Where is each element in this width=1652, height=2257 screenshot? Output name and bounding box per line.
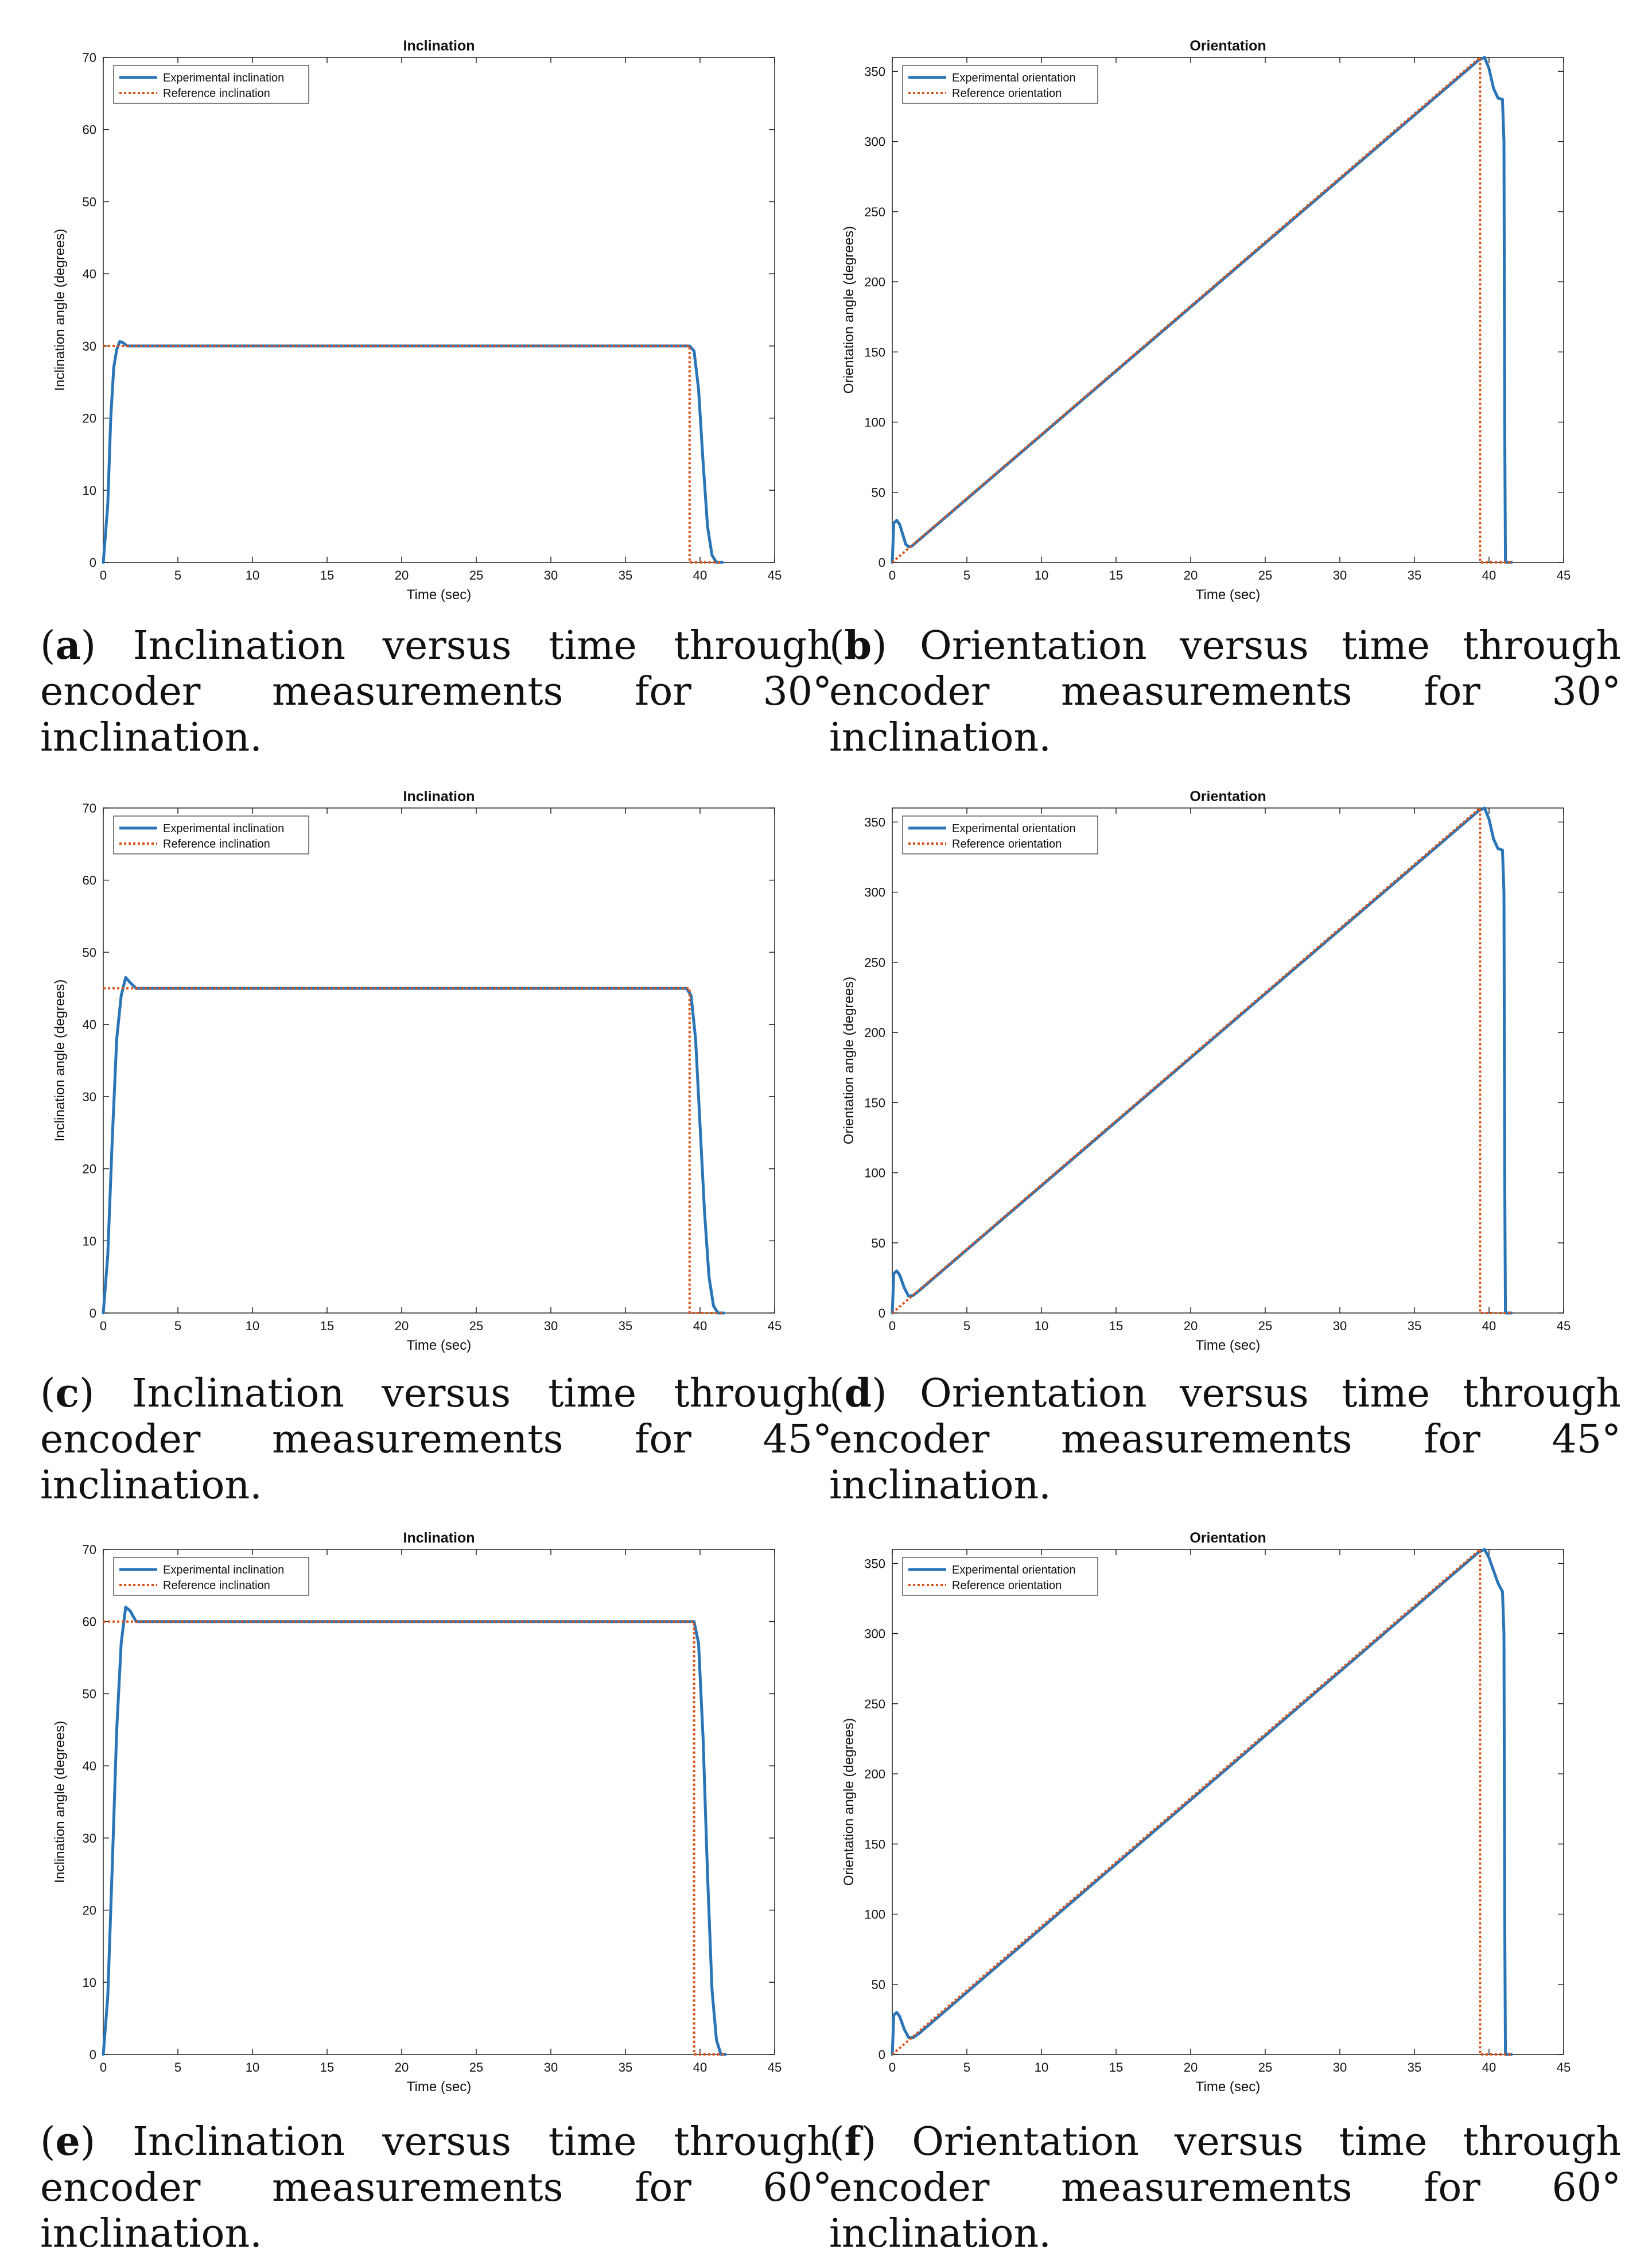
- x-tick-label: 10: [1034, 2060, 1049, 2075]
- chart-title: Inclination: [403, 38, 475, 54]
- chart-title: Orientation: [1190, 38, 1266, 54]
- x-tick-label: 35: [618, 2060, 633, 2075]
- y-tick-label: 200: [864, 1025, 885, 1040]
- x-tick-label: 5: [963, 568, 971, 582]
- y-tick-label: 0: [878, 2048, 885, 2062]
- caption-text: Orientation versus time through encoder measurements for 30° inclination.: [829, 623, 1621, 760]
- chart-svg-a: [40, 34, 780, 614]
- panel-b: [829, 34, 1621, 614]
- x-tick-label: 30: [543, 2060, 558, 2075]
- x-tick-label: 5: [174, 1319, 182, 1333]
- x-tick-label: 25: [469, 2060, 484, 2075]
- x-tick-label: 45: [767, 568, 782, 582]
- x-tick-label: 25: [1258, 1319, 1273, 1333]
- chart-title: Inclination: [403, 788, 475, 805]
- y-tick-label: 0: [89, 2048, 96, 2062]
- y-tick-label: 50: [82, 195, 96, 209]
- y-tick-label: 150: [864, 345, 885, 360]
- chart-svg-e: [40, 1526, 780, 2106]
- legend-label: Reference orientation: [952, 838, 1062, 850]
- y-tick-label: 100: [864, 1166, 885, 1180]
- caption-text: Orientation versus time through encoder measurements for 60° inclination.: [829, 2119, 1621, 2256]
- x-tick-label: 20: [1183, 1319, 1198, 1333]
- y-tick-label: 50: [82, 1687, 96, 1702]
- x-tick-label: 25: [469, 1319, 484, 1333]
- legend-label: Experimental inclination: [163, 72, 285, 84]
- x-tick-label: 0: [99, 1319, 107, 1333]
- x-tick-label: 35: [1407, 568, 1422, 582]
- legend-label: Reference orientation: [952, 1579, 1062, 1592]
- x-tick-label: 20: [394, 568, 409, 582]
- y-axis-label: Inclination angle (degrees): [52, 228, 68, 391]
- chart-title: Orientation: [1190, 1530, 1266, 1546]
- x-tick-label: 10: [1034, 568, 1049, 582]
- y-tick-label: 150: [864, 1096, 885, 1110]
- y-tick-label: 30: [82, 1089, 96, 1104]
- plot-area: [892, 1549, 1564, 2054]
- panel-c: [40, 785, 832, 1365]
- y-tick-label: 30: [82, 339, 96, 353]
- caption-letter: a: [55, 623, 81, 669]
- x-axis-label: Time (sec): [406, 587, 472, 603]
- x-tick-label: 10: [245, 568, 260, 582]
- caption-a: (a) Inclination versus time through encoder measurements for 30° inclination.: [40, 623, 832, 760]
- legend-label: Reference inclination: [163, 87, 270, 100]
- y-tick-label: 100: [864, 415, 885, 430]
- x-tick-label: 35: [618, 1319, 633, 1333]
- chart-title: Orientation: [1190, 788, 1266, 805]
- y-tick-label: 300: [864, 1626, 885, 1641]
- y-tick-label: 20: [82, 411, 96, 426]
- y-tick-label: 0: [878, 555, 885, 570]
- caption-letter: f: [844, 2119, 861, 2165]
- x-tick-label: 15: [1109, 1319, 1124, 1333]
- y-tick-label: 50: [82, 945, 96, 960]
- x-tick-label: 0: [99, 568, 107, 582]
- y-axis-label: Orientation angle (degrees): [841, 226, 857, 394]
- y-tick-label: 70: [82, 50, 96, 65]
- x-tick-label: 20: [394, 1319, 409, 1333]
- caption-letter: b: [844, 623, 872, 669]
- x-tick-label: 15: [320, 568, 335, 582]
- x-tick-label: 40: [693, 1319, 708, 1333]
- x-tick-label: 25: [1258, 2060, 1273, 2075]
- x-tick-label: 20: [1183, 2060, 1198, 2075]
- plot-area: [103, 808, 775, 1313]
- x-tick-label: 40: [693, 568, 708, 582]
- legend-label: Experimental inclination: [163, 822, 285, 835]
- y-tick-label: 350: [864, 64, 885, 79]
- x-tick-label: 45: [767, 2060, 782, 2075]
- y-tick-label: 250: [864, 204, 885, 219]
- y-tick-label: 300: [864, 885, 885, 900]
- caption-text: Orientation versus time through encoder measurements for 45° inclination.: [829, 1371, 1621, 1508]
- y-axis-label: Inclination angle (degrees): [52, 1720, 68, 1883]
- y-axis-label: Orientation angle (degrees): [841, 976, 857, 1145]
- x-tick-label: 25: [1258, 568, 1273, 582]
- x-tick-label: 15: [320, 1319, 335, 1333]
- y-tick-label: 60: [82, 873, 96, 888]
- y-tick-label: 0: [89, 555, 96, 570]
- y-axis-label: Orientation angle (degrees): [841, 1718, 857, 1886]
- y-tick-label: 200: [864, 275, 885, 290]
- chart-svg-b: [829, 34, 1569, 614]
- x-tick-label: 5: [174, 568, 182, 582]
- x-tick-label: 35: [1407, 1319, 1422, 1333]
- y-tick-label: 350: [864, 1556, 885, 1571]
- y-tick-label: 50: [871, 1236, 885, 1250]
- y-tick-label: 350: [864, 815, 885, 830]
- legend-label: Reference inclination: [163, 1579, 270, 1592]
- x-tick-label: 10: [245, 1319, 260, 1333]
- caption-b: (b) Orientation versus time through encoder measurements for 30° inclination.: [829, 623, 1621, 760]
- x-tick-label: 20: [1183, 568, 1198, 582]
- caption-text: Inclination versus time through encoder measurements for 30° inclination.: [40, 623, 832, 760]
- caption-text: Inclination versus time through encoder measurements for 60° inclination.: [40, 2119, 832, 2256]
- y-tick-label: 70: [82, 801, 96, 815]
- y-tick-label: 40: [82, 1017, 96, 1032]
- y-tick-label: 0: [878, 1306, 885, 1320]
- y-tick-label: 20: [82, 1903, 96, 1918]
- legend-label: Reference inclination: [163, 838, 270, 850]
- chart-svg-f: [829, 1526, 1569, 2106]
- y-tick-label: 100: [864, 1907, 885, 1922]
- panel-a: [40, 34, 832, 614]
- plot-area: [103, 57, 775, 562]
- y-tick-label: 30: [82, 1831, 96, 1846]
- x-tick-label: 20: [394, 2060, 409, 2075]
- x-tick-label: 0: [99, 2060, 107, 2075]
- y-tick-label: 0: [89, 1306, 96, 1320]
- y-tick-label: 20: [82, 1161, 96, 1176]
- x-tick-label: 5: [963, 2060, 971, 2075]
- x-tick-label: 45: [1556, 568, 1571, 582]
- plot-area: [892, 808, 1564, 1313]
- caption-e: (e) Inclination versus time through encoder measurements for 60° inclination.: [40, 2119, 832, 2256]
- x-axis-label: Time (sec): [1195, 1338, 1261, 1353]
- x-tick-label: 10: [1034, 1319, 1049, 1333]
- caption-d: (d) Orientation versus time through encoder measurements for 45° inclination.: [829, 1370, 1621, 1508]
- x-tick-label: 5: [963, 1319, 971, 1333]
- legend-label: Reference orientation: [952, 87, 1062, 100]
- caption-letter: e: [55, 2119, 80, 2165]
- panel-d: [829, 785, 1621, 1365]
- x-tick-label: 40: [693, 2060, 708, 2075]
- x-axis-label: Time (sec): [406, 1338, 472, 1353]
- x-tick-label: 45: [767, 1319, 782, 1333]
- x-tick-label: 45: [1556, 2060, 1571, 2075]
- panel-e: [40, 1526, 832, 2106]
- y-tick-label: 40: [82, 267, 96, 282]
- x-tick-label: 45: [1556, 1319, 1571, 1333]
- x-tick-label: 0: [888, 568, 896, 582]
- y-tick-label: 150: [864, 1837, 885, 1852]
- legend-label: Experimental orientation: [952, 822, 1076, 835]
- y-tick-label: 70: [82, 1543, 96, 1557]
- x-axis-label: Time (sec): [1195, 587, 1261, 603]
- y-tick-label: 50: [871, 1977, 885, 1992]
- y-tick-label: 10: [82, 1975, 96, 1990]
- x-tick-label: 30: [1332, 568, 1347, 582]
- x-tick-label: 40: [1482, 2060, 1496, 2075]
- x-tick-label: 25: [469, 568, 484, 582]
- x-tick-label: 35: [618, 568, 633, 582]
- x-tick-label: 35: [1407, 2060, 1422, 2075]
- x-axis-label: Time (sec): [406, 2079, 472, 2095]
- x-tick-label: 0: [888, 1319, 896, 1333]
- x-tick-label: 30: [1332, 2060, 1347, 2075]
- x-tick-label: 15: [1109, 2060, 1124, 2075]
- x-tick-label: 40: [1482, 568, 1496, 582]
- y-tick-label: 250: [864, 1696, 885, 1711]
- x-tick-label: 0: [888, 2060, 896, 2075]
- plot-area: [103, 1549, 775, 2054]
- x-tick-label: 40: [1482, 1319, 1496, 1333]
- x-axis-label: Time (sec): [1195, 2079, 1261, 2095]
- chart-svg-c: [40, 785, 780, 1365]
- caption-c: (c) Inclination versus time through encoder measurements for 45° inclination.: [40, 1370, 832, 1508]
- legend-label: Experimental orientation: [952, 1564, 1076, 1576]
- y-tick-label: 200: [864, 1767, 885, 1782]
- x-tick-label: 30: [543, 568, 558, 582]
- x-tick-label: 30: [1332, 1319, 1347, 1333]
- y-tick-label: 250: [864, 955, 885, 970]
- panel-f: [829, 1526, 1621, 2106]
- x-tick-label: 15: [1109, 568, 1124, 582]
- y-tick-label: 60: [82, 122, 96, 137]
- y-tick-label: 300: [864, 134, 885, 149]
- y-tick-label: 60: [82, 1614, 96, 1629]
- plot-area: [892, 57, 1564, 562]
- x-tick-label: 30: [543, 1319, 558, 1333]
- caption-f: (f) Orientation versus time through encoder measurements for 60° inclination.: [829, 2119, 1621, 2256]
- x-tick-label: 10: [245, 2060, 260, 2075]
- x-tick-label: 15: [320, 2060, 335, 2075]
- caption-text: Inclination versus time through encoder measurements for 45° inclination.: [40, 1371, 832, 1508]
- chart-title: Inclination: [403, 1530, 475, 1546]
- y-tick-label: 40: [82, 1759, 96, 1774]
- y-tick-label: 50: [871, 485, 885, 500]
- y-tick-label: 10: [82, 483, 96, 498]
- legend-label: Experimental orientation: [952, 72, 1076, 84]
- caption-letter: d: [844, 1370, 872, 1416]
- legend-label: Experimental inclination: [163, 1564, 285, 1576]
- chart-svg-d: [829, 785, 1569, 1365]
- y-axis-label: Inclination angle (degrees): [52, 979, 68, 1142]
- caption-letter: c: [55, 1370, 79, 1416]
- x-tick-label: 5: [174, 2060, 182, 2075]
- y-tick-label: 10: [82, 1234, 96, 1249]
